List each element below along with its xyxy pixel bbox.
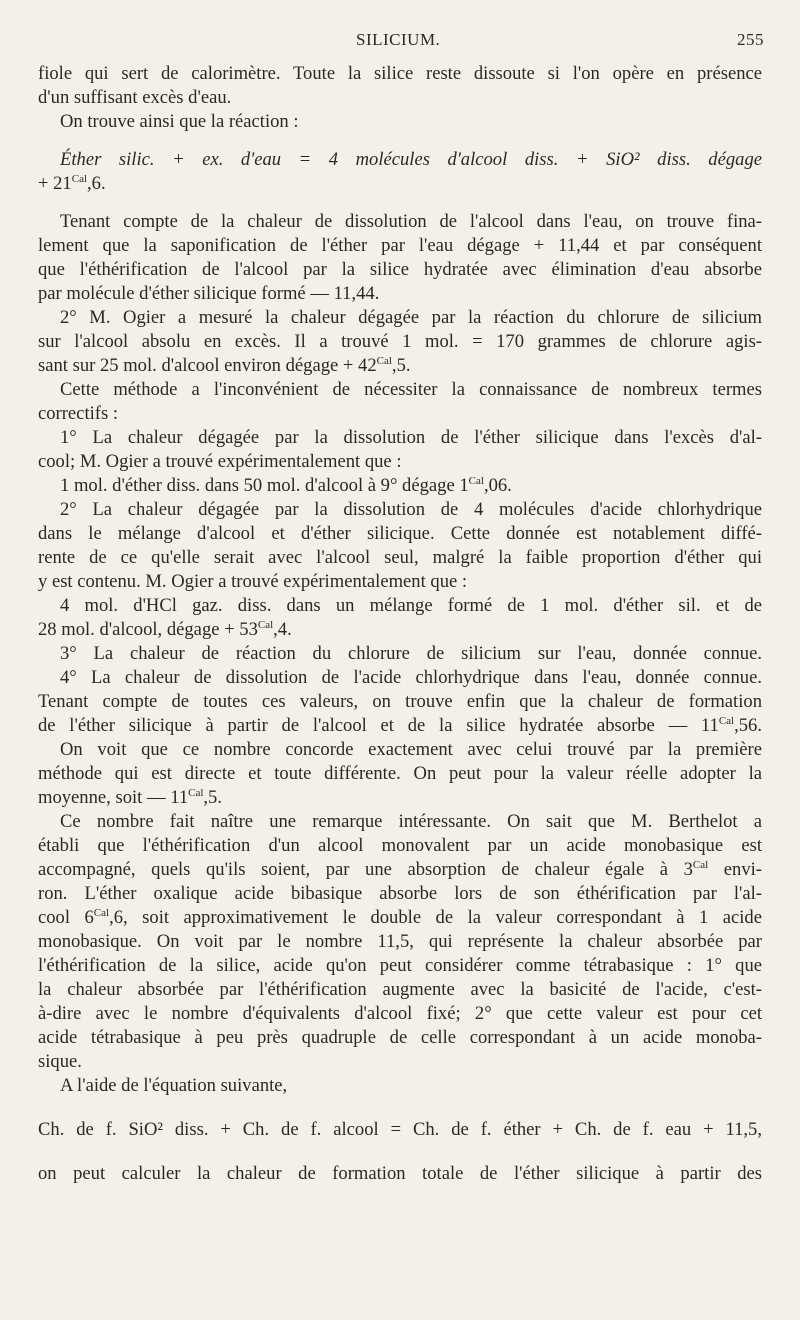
text-line: 4° La chaleur de dissolution de l'acide chlorhydrique dans l'eau, donnée connue. xyxy=(60,667,762,688)
text-line: Cette méthode a l'inconvénient de nécessiter la connaissance de nombreux termes xyxy=(60,379,762,400)
text-line: Ce nombre fait naître une remarque intéressante. On sait que M. Berthelot a xyxy=(60,811,762,832)
spacer xyxy=(38,1098,762,1118)
spacer xyxy=(38,196,762,210)
text-line: monobasique. On voit par le nombre 11,5, qui représente la chaleur absorbée par xyxy=(38,931,762,952)
text-line: sique. xyxy=(38,1051,82,1072)
text-line: 1 mol. d'éther diss. dans 50 mol. d'alcool à 9° dégage $1^{Cal},06$. xyxy=(60,475,512,496)
text-line: A l'aide de l'équation suivante, xyxy=(60,1075,288,1096)
text-line: moyenne, soit — $11^{Cal},5$. xyxy=(38,787,222,808)
text-line: Tenant compte de la chaleur de dissolution de l'alcool dans l'eau, on trouve fina- xyxy=(60,211,762,232)
text-line: 2° La chaleur dégagée par la dissolution de 4 molécules d'acide chlorhydrique xyxy=(60,499,762,520)
equation-line: + $21^{Cal},6$. xyxy=(38,173,106,194)
text-line: l'éthérification de la silice, acide qu'on peut considérer comme tétrabasique : 1° que xyxy=(38,955,762,976)
text-line: sant sur 25 mol. d'alcool environ dégage + $42^{Cal},5$. xyxy=(38,355,411,376)
unit-superscript: Cal xyxy=(376,355,392,367)
text-line: 3° La chaleur de réaction du chlorure de silicium sur l'eau, donnée connue. xyxy=(60,643,762,664)
equation-line: Ch. de f. SiO² diss. + Ch. de f. alcool = Ch. de f. éther + Ch. de f. eau + 11,5, xyxy=(38,1119,762,1140)
page-number: 255 xyxy=(737,30,764,49)
text-line: y est contenu. M. Ogier a trouvé expérimentalement que : xyxy=(38,571,468,592)
text-line: 1° La chaleur dégagée par la dissolution de l'éther silicique dans l'excès d'al- xyxy=(60,427,762,448)
text-line: on peut calculer la chaleur de formation totale de l'éther silicique à partir des xyxy=(38,1163,762,1184)
text-line: On trouve ainsi que la réaction : xyxy=(60,111,299,132)
text-line: dans le mélange d'alcool et d'éther silicique. Cette donnée est notablement diffé- xyxy=(38,523,762,544)
text-line: sur l'alcool absolu en excès. Il a trouvé 1 mol. = 170 grammes de chlorure agis- xyxy=(38,331,762,352)
text-line: 28 mol. d'alcool, dégage + $53^{Cal},4$. xyxy=(38,619,292,640)
unit-superscript: Cal xyxy=(93,907,110,919)
running-header xyxy=(38,30,764,54)
text-line: la chaleur absorbée par l'éthérification augmente avec la basicité de l'acide, c'est- xyxy=(38,979,762,1000)
text-line: de l'éther silicique à partir de l'alcool et de la silice hydratée absorbe — $11^{Cal},56$. xyxy=(38,715,762,736)
text-line: à-dire avec le nombre d'équivalents d'alcool fixé; 2° que cette valeur est pour cet xyxy=(38,1003,762,1024)
unit-superscript: Cal xyxy=(257,619,274,631)
text-line: cool $6^{Cal},6$, soit approximativement le double de la valeur correspondant à 1 acide xyxy=(38,907,762,928)
text-line: d'un suffisant excès d'eau. xyxy=(38,87,232,108)
text-line: établi que l'éthérification d'un alcool monovalent par un acide monobasique est xyxy=(38,835,762,856)
text-line: cool; M. Ogier a trouvé expérimentalement que : xyxy=(38,451,402,472)
body-text xyxy=(38,62,762,1186)
unit-superscript: Cal xyxy=(718,715,735,727)
text-line: ron. L'éther oxalique acide bibasique absorbe lors de son éthérification par l'al- xyxy=(38,883,762,904)
text-line: 4 mol. d'HCl gaz. diss. dans un mélange formé de 1 mol. d'éther sil. et de xyxy=(60,595,762,616)
text-line: rente de ce qu'elle serait avec l'alcool seul, malgré la faible proportion d'éther qui xyxy=(38,547,762,568)
text-line: Tenant compte de toutes ces valeurs, on trouve enfin que la chaleur de formation xyxy=(38,691,762,712)
unit-superscript: Cal xyxy=(468,475,484,487)
text-line: correctifs : xyxy=(38,403,119,424)
text-line: accompagné, quels qu'ils soient, par une absorption de chaleur égale à $3^{Cal}$ envi- xyxy=(38,859,762,880)
unit-superscript: Cal xyxy=(188,787,204,799)
spacer xyxy=(38,1142,762,1162)
text-line: 2° M. Ogier a mesuré la chaleur dégagée par la réaction du chlorure de silicium xyxy=(60,307,762,328)
text-line: acide tétrabasique à peu près quadruple de celle correspondant à un acide monoba- xyxy=(38,1027,762,1048)
equation-line: Éther silic. + ex. d'eau = 4 molécules d'alcool diss. + SiO² diss. dégage xyxy=(60,149,762,170)
text-line: par molécule d'éther silicique formé — 11,44. xyxy=(38,283,380,304)
spacer xyxy=(38,134,762,148)
text-line: On voit que ce nombre concorde exactement avec celui trouvé par la première xyxy=(60,739,762,760)
unit-superscript: Cal xyxy=(71,173,88,185)
header-title: SILICIUM. xyxy=(356,30,441,49)
text-line: méthode qui est directe et toute différente. On peut pour la valeur réelle adopter la xyxy=(38,763,762,784)
unit-superscript: Cal xyxy=(692,859,709,871)
text-line: fiole qui sert de calorimètre. Toute la silice reste dissoute si l'on opère en présence xyxy=(38,63,762,84)
text-line: lement que la saponification de l'éther par l'eau dégage + 11,44 et par conséquent xyxy=(38,235,762,256)
text-line: que l'éthérification de l'alcool par la silice hydratée avec élimination d'eau absorbe xyxy=(38,259,762,280)
